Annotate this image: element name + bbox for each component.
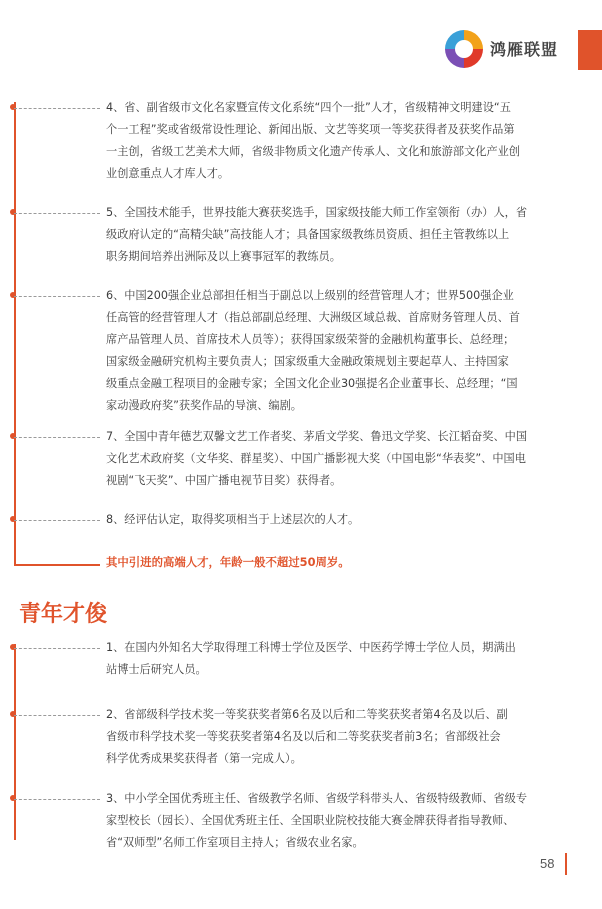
timeline-branch (14, 715, 100, 716)
page-number-bar (565, 853, 567, 875)
youth-item-2: 2、省部级科学技术奖一等奖获奖者第6名及以后和二等奖获奖者第4名及以后、副 省级市科学技术奖一等奖获奖者第4名及以后和二等奖获奖者前3名；省部级社会 科学优秀成果奖获得者（第一完成人）。 (106, 708, 508, 765)
timeline-branch (14, 520, 100, 521)
timeline-branch (14, 648, 100, 649)
timeline-dot (10, 644, 16, 650)
talent-item-5: 5、全国技术能手，世界技能大赛获奖选手，国家级技能大师工作室领衔（办）人，省 级政府认定的“高精尖缺”高技能人才；具备国家级教练员资质、担任主管教练以上 职务期间培养出洲际及以上赛事冠军的教练员。 (106, 206, 528, 263)
talent-item-8: 8、经评估认定，取得奖项相当于上述层次的人才。 (106, 513, 360, 526)
section-title: 青年才俊 (19, 602, 108, 627)
timeline-dot (10, 795, 16, 801)
youth-item-3: 3、中小学全国优秀班主任、省级教学名师、省级学科带头人、省级特级教师、省级专 家型校长（园长）、全国优秀班主任、全国职业院校技能大赛金牌获得者指导教师、 省“双师型”名师工作室项目主持人；省级农业名家。 (106, 792, 528, 849)
swirl-logo-icon (441, 26, 487, 72)
timeline-dot (10, 292, 16, 298)
youth-timeline (14, 644, 16, 840)
timeline-dot (10, 711, 16, 717)
accent-bar (578, 30, 602, 70)
timeline-dot (10, 104, 16, 110)
talent-item-7: 7、全国中青年德艺双馨文艺工作者奖、茅盾文学奖、鲁迅文学奖、长江韬奋奖、中国 文化艺术政府奖（文华奖、群星奖）、中国广播影视大奖（中国电影“华表奖”、中国电 视剧“飞天奖”、中国广播电视节目奖）获得者。 (106, 430, 528, 487)
page-number: 58 (540, 856, 555, 871)
timeline-branch (14, 437, 100, 438)
timeline-dot (10, 433, 16, 439)
age-limit-note: 其中引进的高端人才，年龄一般不超过50周岁。 (106, 555, 350, 569)
timeline-branch (14, 296, 100, 297)
timeline-bracket (14, 102, 100, 566)
talent-item-4: 4、省、副省级市文化名家暨宣传文化系统“四个一批”人才，省级精神文明建设“五 个一工程”奖或省级常设性理论、新闻出版、文艺等奖项一等奖获得者及获奖作品第 一主创，省级工艺美术大师，省级非物质文化遗产传承人、文化和旅游部文化产业创 业创意重点人才库人才。 (106, 101, 520, 180)
timeline-dot (10, 516, 16, 522)
talent-item-6: 6、中国200强企业总部担任相当于副总以上级别的经营管理人才；世界500强企业 任高管的经营管理人才（指总部副总经理、大洲级区域总裁、首席财务管理人员、首 席产品管理人员、首席技术人员等）；获得国家级荣誉的金融机构董事长、总经理； 国家级金融研究机构主要负责人；国家级重大金融政策规划主要起草人、主持国家 级重点金融工程项目的金融专家；全国文化企业30强提名企业董事长、总经理；“国 家动漫政府奖”获奖作品的导演、编剧。 (106, 289, 520, 412)
timeline-branch (14, 213, 100, 214)
timeline-branch (14, 799, 100, 800)
youth-item-1: 1、在国内外知名大学取得理工科博士学位及医学、中医药学博士学位人员，期满出 站博士后研究人员。 (106, 641, 516, 676)
brand-name: 鸿雁联盟 (490, 40, 559, 59)
timeline-dot (10, 209, 16, 215)
timeline-branch (14, 108, 100, 109)
